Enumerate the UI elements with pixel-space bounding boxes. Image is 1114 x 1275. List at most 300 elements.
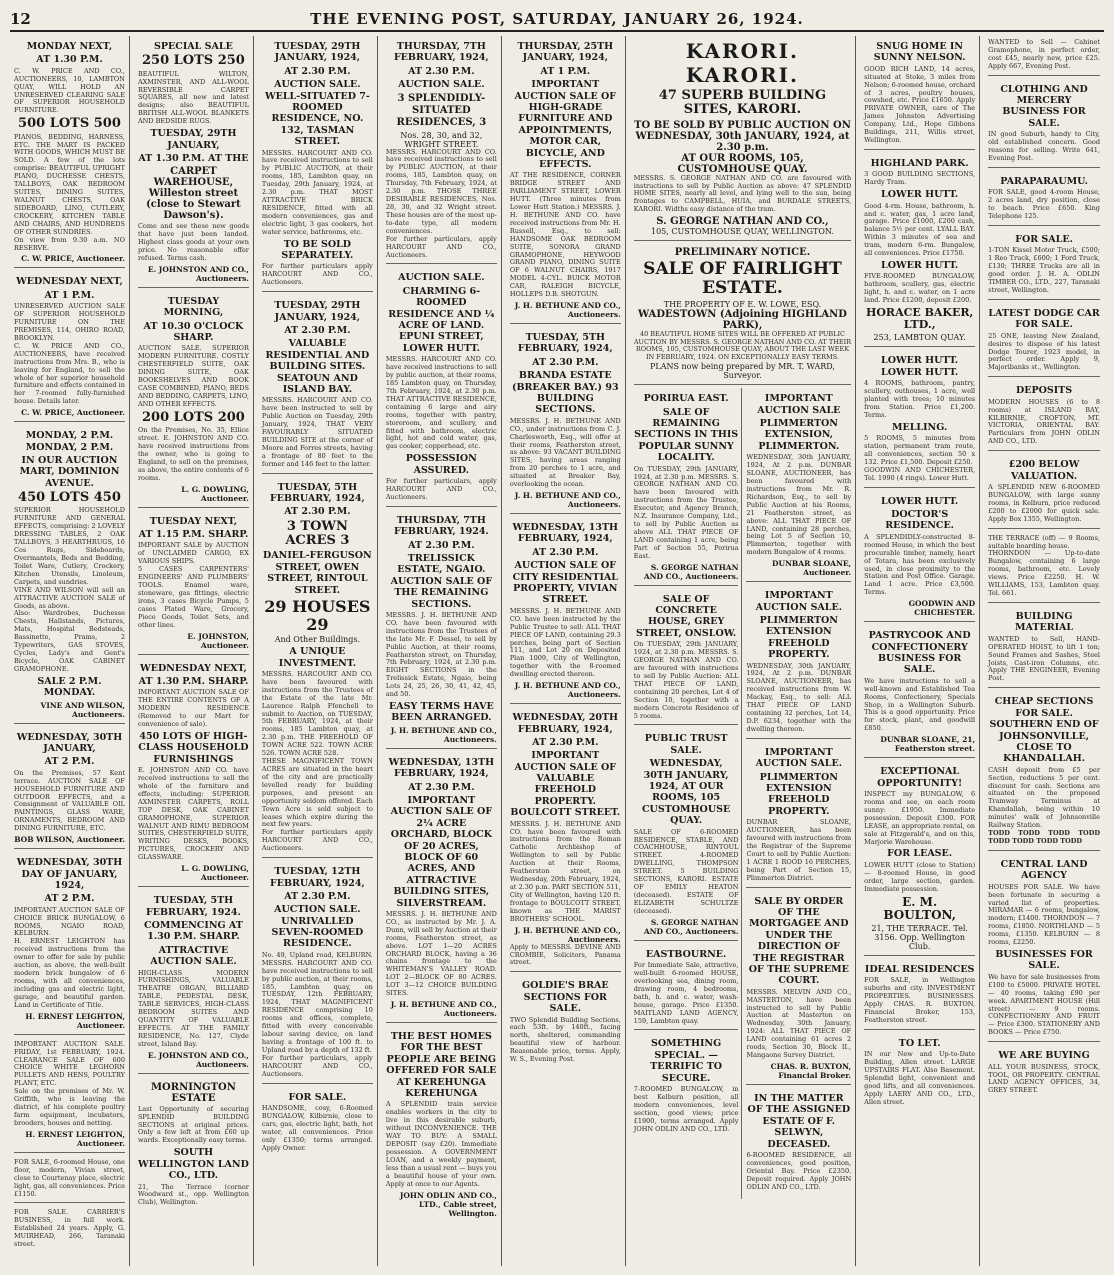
auctioneer: C. W. PRICE, Auctioneer.: [21, 254, 125, 264]
ad-time: AT 2.30 P.M.: [408, 539, 475, 551]
ad-contact: For further particulars apply HARCOURT AND CO., Auctioneers.: [261, 262, 373, 287]
ad-body: SUPERIOR HOUSEHOLD FURNITURE AND GENERAL EFFECTS, comprising: 2 LOVELY DRESSING TABLES, 2 OAK TALLBOYS, 3 HEARTHRUGS, 16 Cos Rugs, Sideboards, Overmantels, Beds and Bedding, Toilet Ware, Cutlery, Crockery, Kitchen Utensils, Linoleum, Carpets, and sundries.: [14, 506, 125, 586]
ad-body: No. 49, Upland road, KELBURN. MESSRS. HARCOURT AND CO. have received instructions to sell by public auction, at their rooms, 185, Lambton quay, on TUESDAY, 12th FEBRUARY, 1924, THAT MAGNIFICENT RESIDENCE comprising 10 rooms and offices, complete, fitted with every conceivable labour saving device, on land having a frontage of 100 ft. to Upland road by a depth of 132 ft.: [261, 950, 373, 1054]
ad-eastbourne: [634, 944, 739, 1031]
ad-body: AT THE RESIDENCE, CORNER BRIDGE STREET AND PARLIAMENT STREET, LOWER HUTT. (Three minutes from Lower Hutt Station.) MESSRS. J. H. BETHUNE AND CO. have received instructions from Mr. H. Russell, Esq., to sell: HANDSOME OAK BEDROOM SUITE, SONORA GRAND GRAMOPHONE, HEYWOOD GRAND PIANO, DINING SUITE OF 6 WALNUT CHAIRS, 1917 MODEL 4-CYL. BUICK MOTOR CAR, RALEIGH BICYCLE, HOLLEPS D.B. SHOTGUN.: [509, 171, 621, 299]
ad-date: MONDAY, 2 P.M. MONDAY, 2 P.M.: [25, 430, 114, 453]
auctioneer: E. JOHNSTON AND CO., Auctioneers.: [147, 264, 249, 283]
ad-kelburn-bungalow: [634, 1033, 739, 1137]
ad-body: SALE OF 6-ROOMED RESIDENCE, STABLE, AND COACHHOUSE, RINTOUL STREET. 4-ROOMED DWELLING, THOMPSON STREET. 5 BUILDING SECTIONS, KARORI. ESTATE OF EMILY HEATON (deceased). ESTATE OF ELIZABETH SCHULTZE (deceased).: [633, 827, 739, 915]
ad-ohiro-road: [14, 271, 125, 422]
ad-title: BRANDA ESTATE (BREAKER BAY.) 93 BUILDING SECTIONS.: [512, 370, 619, 416]
masthead-title: THE EVENING POST, SATURDAY, JANUARY 26, 1924.: [310, 10, 804, 28]
ad-body: Good 4-rm. House, bathroom, h. and c. water, gas, 1 acre land, garage. Price £1000, £200 cash, balance 5½ per cent. LYALL BAY. Within 3 minutes of sea and tram, modern 6-rm. Bungalow, all conveniences. Price £1750.: [864, 201, 976, 258]
auctioneer: J. H. BETHUNE AND CO., Auctioneers.: [390, 1000, 497, 1019]
ad-heading: IMPORTANT AUCTION SALE.: [755, 746, 843, 770]
ad-contact: GOODWIN AND CHICHESTER.: [908, 599, 976, 618]
ad-body: 7-ROOMED BUNGALOW, in best Kelburn position, all modern conveniences, level section, good views; price £1900, terms arranged. Apply JOHN ODLIN AND CO., LTD.: [633, 1085, 739, 1133]
auctioneer: S. GEORGE NATHAN AND CO., Auctioneers.: [643, 562, 739, 581]
ad-lower-hutt-furniture: [510, 36, 621, 324]
ad-building-material: [988, 606, 1100, 688]
ad-silverstream: [386, 752, 497, 1023]
ad-contact: For further particulars, apply HARCOURT AND CO., Auctioneers.: [385, 234, 497, 259]
ad-modern-residence: [138, 658, 249, 888]
ad-assigned-estate: [746, 1088, 851, 1196]
ad-title: AUCTION SALE.: [398, 79, 485, 91]
ad-body: FOR SALE, in Wellington suburbs and city. INVESTMENT PROPERTIES. BUSINESSES. Apply CHAS. R. BUXTON, Financial Broker, 153, Featherston street.: [864, 976, 976, 1024]
ad-vivian-street: [510, 517, 621, 704]
ad-contact: For further particulars apply HARCOURT AND CO., Auctioneers.: [261, 828, 373, 853]
ad-body: FOR SALE, good 4-room House, 2 acres land, dry position, close to beach. Price £650. King Telephone 125.: [988, 188, 1100, 221]
ad-body: Come and see these new goods that have just been landed. Highest class goods at your own price. No reasonable offer refused. Terms cash.: [137, 222, 249, 262]
ad-title: C. W. PRICE AND CO., AUCTIONEERS, 10, LAMBTON QUAY, WILL HOLD AN UNRESERVED CLEARING SALE OF SUPERIOR HOUSEHOLD FURNITURE.: [14, 66, 125, 115]
ad-body: MODERN HOUSES (6 to 8 rooms) at ISLAND BAY, KILBIRNIE, CROFTON, MT. VICTORIA, ORIENTAL BAY. Particulars from JOHN ODLIN AND CO., LTD.: [988, 397, 1100, 446]
ad-body: MESSRS. J. H. BETHUNE AND CO., under instructions from C. J. Charlesworth, Esq., will offer at their rooms, Featherston street, as above: 93 VACANT BUILDING SITES, having areas ranging from 20 perches to 1 acre, and situated at Breaker Bay, overlooking the ocean.: [509, 416, 621, 489]
ad-time: AT 1 P.M.: [44, 289, 95, 301]
column-6-split: [634, 388, 851, 1198]
ad-heading: CENTRAL LAND AGENCY: [1000, 858, 1088, 882]
ad-body: For Immediate Sale, attractive, well-built 6-roomed HOUSE, overlooking sea, dining room, drawing room, 4 bedrooms, bath, h. and c. water, wash-house, garage. Price £1350. MAITLAND LAND AGENCY, 159, Lambton quay.: [633, 961, 739, 1025]
auctioneer: E. JOHNSTON AND CO., Auctioneers.: [147, 1050, 249, 1069]
ad-porirua-east: [634, 388, 739, 585]
ad-title: AUCTION SALE. SUPERIOR MODERN FURNITURE. COSTLY CHESTERFIELD SUITE, OAK DINING SUITE, OAK BOOKSHELVES AND BOOK CASE COMBINED, PIANO, BEDS AND BEDDING, CARPETS, LINO, AND OTHER EFFECTS.: [137, 344, 249, 408]
ad-body: MESSRS. HARCOURT AND CO. have been favoured with instructions from the Trustees of the Estate of the late Mr. Laurence Ralph Ffenchell to submit to Auction, on TUESDAY, 5th FEBRUARY, 1924, at their rooms, 185 Lambton quay, at 2.30 p.m. THE FREEHOLD OF TOWN ACRE 522. TOWN ACRE 526. TOWN ACRE 528.: [261, 669, 373, 758]
ad-body: On the Premises, 57 Kent terrace. AUCTION SALE OF HOUSEHOLD FURNITURE AND OUTDOOR EFFECTS, and a Consignment of VALUABLE OIL PAINTINGS, GLASS WARE, ORNAMENTS, BEDROOM AND DINING FURNITURE, ETC.: [14, 768, 125, 833]
ad-plimmerton-2: [746, 585, 851, 739]
ad-time: AT 2.30 P.M.: [408, 781, 475, 793]
ad-deposits: [988, 380, 1100, 451]
ad-date: TUESDAY, 5TH FEBRUARY, 1924.: [146, 895, 241, 918]
ad-body: HOUSES FOR SALE. We have been fortunate in securing a varied list of properties. MIRAMAR — 6 rooms, bungalow, modern; £1400. THORNDON — 7 rooms, £1850. NORTHLAND — 5 rooms, £1350. KELBURN — 8 rooms, £2250.: [988, 882, 1100, 947]
ad-motor-trucks: [988, 229, 1100, 300]
column-1: [10, 36, 130, 1266]
ad-streets: DANIEL-FERGUSON STREET, OWEN STREET, RINTOUL STREET.: [263, 550, 372, 596]
ad-body: HANDSOME, cosy, 6-Roomed BUNGALOW, Kilbirnie, close to cars, gas, electric light, bath, hot water, all conveniences. Price only £1350; terms arranged. Apply Owner.: [261, 1104, 373, 1152]
auctioneer: DUNBAR SLOANE, Auctioneer.: [772, 559, 852, 578]
ad-heading: CHEAP SECTIONS FOR SALE. SOUTHERN END OF JOHNSONVILLE, CLOSE TO KHANDALLAH.: [989, 696, 1099, 765]
ad-island-bay-residence: [138, 890, 249, 1074]
ad-title: IMPORTANT AUCTION SALE OF CHOICE BRICK BUNGALOW, 6 ROOMS, NGAIO ROAD, KELBURN.: [14, 905, 125, 938]
ad-terrace-rooms: [988, 532, 1100, 603]
ad-heading: PORIRUA EAST.: [643, 393, 729, 405]
ad-body: GOOD RICH LAND, 14 acres, situated at Stoke, 3 miles from Nelson; 6-roomed house, orchard of 3 acres, poultry houses, cowshed, etc. Price £1650. Apply PRIVATE OWNER, care of The James Johnston Advertising Company, Ltd., Hope Gibbons Buildings, 211, Willis street, Wellington.: [864, 64, 976, 145]
ad-time: AT 2.30 P.M.: [284, 890, 351, 902]
auctioneer: J. H. BETHUNE AND CO., Auctioneers.: [514, 491, 621, 510]
column-6: [630, 36, 856, 1266]
ad-mortgagee-sale: [746, 891, 851, 1085]
ad-title: IMPORTANT AUCTION SALE. FRIDAY, 1st FEBRUARY, 1924. CLEARANCE SALE OF 600 CHOICE WHITE LEGHORN PULLETS AND HENS, POULTRY PLANT, ETC.: [14, 1039, 125, 1088]
ad-firm: SOUTH WELLINGTON LAND CO., LTD.: [138, 1147, 249, 1182]
ad-body: 40 BEAUTIFUL HOME SITES WILL BE OFFERED AT PUBLIC AUCTION BY MESSRS. S. GEORGE NATHAN AND CO. AT THEIR ROOMS, 105, CUSTOMHOUSE QUAY, ABOUT THE LAST WEEK IN FEBRUARY, 1924. ON EXCEPTIONALLY EASY TERMS.: [633, 329, 852, 362]
ad-contact: DUNBAR SLOANE, 21, Featherston street.: [880, 735, 976, 754]
ad-date: THURSDAY, 7TH FEBRUARY, 1924.: [393, 514, 489, 538]
ad-heading: PUBLIC TRUST SALE.: [644, 733, 728, 756]
ad-date: THURSDAY, 25TH JANUARY, 1924,: [517, 41, 614, 64]
ad-body-more: THESE MAGNIFICENT TOWN ACRES are situated in the heart of the city and are practically levelled ready for building purposes, and present an opportunity seldom offered. Each Town Acre is sold subject to leases which expire during the next few years.: [261, 757, 373, 829]
ad-grey-street: [634, 589, 739, 726]
ad-time: AT 2 P.M.: [44, 756, 95, 768]
ad-date: WEDNESDAY, 30TH DAY OF JANUARY, 1924,: [16, 857, 123, 891]
house-count: 29 HOUSES 29: [264, 596, 371, 634]
acre-count: 3 TOWN ACRES 3: [285, 518, 350, 549]
ad-heading: WE ARE BUYING: [998, 1050, 1090, 1062]
ad-body: On the Premises, No. 35, Ellice street. E. JOHNSTON AND CO. have received instructions from the owner, who is going to England, to sell on the premises, as above, the entire contents of 6 rooms.: [137, 426, 249, 482]
ad-body: THORNDON — Up-to-date Bungalow, containing 6 large rooms, bathroom, etc. Lovely views. Price £2250. H. W. WILLIAMS, 153, Lambton quay. Tel. 661.: [988, 549, 1100, 598]
column-8: [984, 36, 1104, 1266]
ad-title: CARPET WAREHOUSE, Willeston street (close to Stewart Dawson's).: [146, 166, 241, 222]
ad-time: AT 1 P.M.: [540, 65, 591, 77]
ad-heading: BUSINESSES FOR SALE.: [995, 949, 1093, 972]
auctioneer: J. H. BETHUNE AND CO., Auctioneers.: [514, 301, 621, 320]
ad-kilbirnie-bungalow: [262, 1087, 373, 1157]
ad-title: AUCTION SALE OF CITY RESIDENTIAL PROPERTY, VIVIAN STREET.: [512, 560, 618, 606]
ad-carrier: [14, 1206, 125, 1253]
auctioneer: S. GEORGE NATHAN AND CO., Auctioneers.: [643, 917, 739, 936]
ad-body: 25 ONE, leaving New Zealand, desires to dispose of his latest Dodge Tourer, 1923 model, in perfect order. Apply 9, Majoribanks st., Wellington.: [988, 331, 1100, 372]
ad-karori-sites: [634, 36, 851, 241]
ad-ngaio-bungalow: [14, 852, 125, 1035]
ad-sale-time: SALE 2 P.M. MONDAY.: [37, 675, 102, 699]
ad-goldies-brae: [510, 975, 621, 1068]
ad-body: IN good Suburb, handy to City, old established concern. Good reasons for selling. Write 641, Evening Post.: [988, 130, 1100, 163]
ad-note: POSSESSION ASSURED.: [405, 453, 477, 476]
ad-body: IN our New and Up-to-Date Building, Allen street. LARGE UPSTAIRS FLAT. Also Basement. Splendid light, convenient and good lifts, and all conveniences. Apply LAERY AND CO., LTD., Allen street.: [864, 1050, 976, 1106]
ad-trelissick-estate: [386, 510, 497, 749]
ad-public-trust: [634, 728, 739, 940]
ad-body: BEAUTIFUL WILTON, AXMINSTER, AND ALL-WOOL REVERSIBLE CARPET SQUARES, all new and latest designs; also BEAUTIFUL BRITISH ALL-WOOL BLANKETS AND BEDSIDE RUGS.: [137, 69, 249, 126]
ad-time: AT 2.30 P.M.: [284, 324, 351, 336]
ad-firm: HORACE BAKER, LTD.,: [865, 306, 974, 332]
ad-heading: AUCTION SALE.: [398, 272, 485, 284]
ad-ellice-street: [138, 291, 249, 508]
ad-body: LOWER HUTT (close to Station) — 8-roomed House, in good order, large section, garden. Immediate possession.: [864, 860, 976, 893]
auctioneer: J. H. BETHUNE AND CO., Auctioneers.: [514, 681, 621, 700]
ad-time: AT 1.30 P.M. AT THE: [138, 152, 249, 164]
ad-highland-park: [864, 153, 975, 347]
ad-date: TO BE SOLD BY PUBLIC AUCTION ON WEDNESDAY, 30th JANUARY, 1924, at 2.30 p.m.: [634, 119, 851, 153]
auctioneer: H. ERNEST LEIGHTON, Auctioneer.: [25, 1129, 125, 1148]
ad-below-valuation: [988, 454, 1100, 528]
ad-date: WEDNESDAY, 20TH FEBRUARY, 1924,: [512, 712, 619, 735]
ad-body: 3 GOOD BUILDING SECTIONS, Hardy Tram.: [864, 170, 976, 187]
ad-title: SALE OF FAIRLIGHT ESTATE.: [643, 259, 842, 298]
ad-date: MONDAY NEXT,: [26, 41, 113, 52]
ad-kerehunga: [386, 1026, 497, 1221]
ad-time: AT 1.30 P.M.: [36, 54, 103, 66]
ad-heading: SOMETHING SPECIAL. — TERRIFIC TO SECURE.: [650, 1038, 723, 1084]
auctioneer: E. JOHNSTON, Auctioneer.: [187, 631, 249, 650]
ad-epuni-street: [386, 267, 497, 506]
auctioneer: S. GEORGE NATHAN AND CO.,: [656, 216, 829, 228]
ad-body: MESSRS. HARCOURT AND CO. have received instructions to sell by PUBLIC AUCTION, at their rooms, 185, Lambton quay, on Thursday, 7th February, 1924, at 2.30 p.m. THOSE THREE DESIRABLE RESIDENCES, Nos. 28, 30, and 32 Wright street. These houses are of the most up-to-date type, all modern conveniences.: [385, 147, 497, 235]
ad-time: AT 2 P.M.: [44, 893, 95, 905]
ad-banner: KARORI. KARORI.: [685, 39, 799, 87]
ad-title: CHARMING 6-ROOMED RESIDENCE AND ¼ ACRE OF LAND. EPUNI STREET, LOWER HUTT.: [388, 285, 495, 354]
ad-pastrycook: [864, 625, 975, 758]
ad-date: TUESDAY, 29TH JANUARY, 1924,: [274, 41, 361, 64]
ad-lower-hutt-goodwin: [864, 350, 975, 487]
ad-gramophone: [988, 36, 1100, 76]
ad-firm: E. M. BOULTON,: [883, 894, 956, 922]
ad-body: PIANOS, BEDDING, HARNESS, ETC. THE MART IS PACKED WITH GOODS, WHICH MUST BE SOLD. A few of the lots comprise: BEAUTIFUL UPRIGHT PIANO, DUCHESSE CHESTS, TALLBOYS, OAK BEDROOM SUITES, DINING SUITES, WALNUT CHESTS, OAK SIDEBOARD, LINO, CUTLERY, CROCKERY, KITCHEN TABLE AND CHAIRS, AND HUNDREDS OF OTHER SUNDRIES.: [14, 132, 125, 236]
ad-nelson-home: [864, 36, 975, 150]
ad-heading: FOR LEASE.: [887, 848, 953, 860]
column-5: [506, 36, 626, 1266]
ad-address: Nos. 28, 30, and 32, WRIGHT STREET.: [400, 130, 483, 149]
ad-location: WADESTOWN (Adjoining HIGHLAND PARK),: [637, 308, 847, 331]
ad-heading: IMPORTANT AUCTION SALE.: [755, 590, 843, 613]
ad-time: AT 2.30 P.M.: [284, 65, 351, 77]
ad-unclaimed-cargo: [138, 511, 249, 655]
ad-time: AT 10.30 O'CLOCK SHARP.: [143, 320, 244, 344]
ad-heading: HIGHLAND PARK.: [870, 158, 969, 169]
ad-to-let: [864, 1033, 975, 1111]
column-6b: [746, 388, 851, 1198]
ad-place: AT OUR ROOMS, 105, CUSTOMHOUSE QUAY.: [677, 152, 808, 175]
ad-time: AT 2.30 P.M.: [532, 736, 599, 748]
ad-central-land-agency: [988, 854, 1100, 1042]
ad-title: ATTRACTIVE AUCTION SALE.: [150, 944, 237, 968]
ad-body: MESSRS. HARCOURT AND CO. have received instructions to sell by PUBLIC AUCTION, at their rooms, 185, Lambton quay, on Tuesday, 29th January, 1924, at 2.30 p.m. THAT MOST ATTRACTIVE BRICK RESIDENCE, fitted with all modern conveniences, gas and electric light, 3 gas cookers, hot water service, bathrooms, etc.: [261, 148, 373, 236]
ad-branda-estate: [510, 327, 621, 514]
ad-title: IMPORTANT AUCTION SALE OF THE ENTIRE CONTENTS OF A MODERN RESIDENCE (Removed to our Mart for convenience of sale).: [137, 688, 249, 728]
ad-contact: JOHN ODLIN AND CO., LTD., Cable street, Wellington.: [399, 1190, 497, 1218]
ad-title: AUCTION SALE. WELL-SITUATED 7-ROOMED RESIDENCE, NO. 132, TASMAN STREET.: [264, 79, 370, 148]
column-7: [860, 36, 980, 1266]
ad-body: MESSRS. HARCOURT AND CO. have received instructions to sell by public auction, at their rooms, 185 Lambton quay, on Thursday, 7th February, 1924, at 2.30 p.m. THAT ATTRACTIVE RESIDENCE, containing 6 large and airy rooms, together with pantry, storeroom, and scullery, and fitted with bathroom, electric light, hot and cold water, gas, gas cooker, copperhead, etc.: [385, 355, 497, 451]
ad-body: H. ERNEST LEIGHTON has received instructions from the owner to offer for sale by public auction, as above, the well-built modern brick bungalow of 6 rooms, with all conveniences, including gas and electric light, garage, and beautiful garden. Land in Certificate of Title.: [14, 937, 125, 1009]
column-4: [382, 36, 502, 1266]
ad-time: AT 2.30 P.M.: [284, 506, 351, 518]
ad-ideal-residences: [864, 959, 975, 1030]
ad-body: MESSRS. S. GEORGE NATHAN AND CO. are favoured with instructions to sell by Public Auction as above: 47 SPLENDID HOME SITES, nearly all level, and lying well to the sun, being frontages to CAMPBELL, HUIA, and BURDALE STREETS, KARORI. Widths easy distance of the tram.: [633, 173, 852, 214]
ad-title: VALUABLE RESIDENTIAL AND BUILDING SITES. SEATOUN AND ISLAND BAY.: [265, 338, 370, 395]
ad-date: TUESDAY, 29TH JANUARY,: [150, 128, 237, 151]
auctioneer: BOB WILSON, Auctioneer.: [14, 835, 125, 845]
masthead: [10, 8, 1104, 32]
ad-heading: FOR SALE.: [288, 1091, 347, 1103]
ad-body: ALL YOUR BUSINESS, STOCK, TOOL, OR PROPERTY. CENTRAL LAND AGENCY OFFICES, 34, GREY STREET.: [988, 1062, 1100, 1095]
ad-heading: PRELIMINARY NOTICE.: [674, 247, 811, 259]
ad-time: AT 1.30 P.M. SHARP.: [138, 675, 249, 687]
ad-dodge-car: [988, 303, 1100, 377]
ad-time: AT 2.30 P.M.: [408, 65, 475, 77]
ad-contact: GOODWIN AND CHICHESTER, Tel. 1990 (4 rings). Lower Hutt.: [864, 465, 976, 482]
ad-heading: PARAPARAUMU.: [1000, 175, 1088, 187]
ad-address: 21, The Terrace (corner Woodward st., opp. Wellington Club), Wellington.: [137, 1182, 249, 1207]
ad-heading: IMPORTANT AUCTION SALE: [757, 393, 841, 416]
ad-time: COMMENCING AT 1.30 P.M. SHARP.: [144, 919, 243, 943]
auctioneer: J. H. BETHUNE AND CO., Auctioneers.: [514, 925, 621, 944]
ad-body: MESSRS. J. H. BETHUNE AND CO., as instructed by Mr. J. A. Dunn, will sell by Auction at their rooms, Featherston street, as above. LOT 1—20 ACRES ORCHARD BLOCK, having a 36 chains frontage to the WHITEMAN'S VALLEY ROAD. LOT 2—BLOCK OF 80 ACRES. LOT 3—12 CHOICE BUILDING SITES.: [385, 909, 497, 998]
lot-count: 450 LOTS 450: [18, 490, 121, 506]
ad-body: Last Opportunity of securing SPLENDID BUILDING SECTIONS at original prices. Only a few left at from £60 up wards. Exceptionally easy terms.: [137, 1104, 249, 1145]
ad-body: WANTED to Sell, HAND-OPERATED HOIST, to lift 1 ton; Sound Frames and Sashes, Steel Joists, Cast-iron Columns, etc. Apply THE ENGINEER, Evening Post.: [988, 634, 1100, 683]
ad-title: AUCTION SALE. UNRIVALLED SEVEN-ROOMED RESIDENCE.: [271, 904, 364, 950]
ad-body: On TUESDAY, 29th JANUARY, 1924, at 2.30 p.m. MESSRS. S. GEORGE NATHAN AND CO. are favoured with instructions to sell by Public Auction: ALL THAT PIECE OF LAND, containing 20 perches, Lot 4 of Section 10, together with a modern Concrete Residence of 5 rooms.: [633, 640, 739, 720]
ad-heading: IN THE MATTER OF THE ASSIGNED ESTATE OF F. SELWYN, DECEASED.: [747, 1092, 851, 1150]
lot-count: 250 LOTS 250: [142, 53, 245, 69]
auctioneer: L. G. DOWLING, Auctioneer.: [181, 864, 249, 883]
ad-heading: EASTBOURNE.: [645, 948, 727, 960]
lot-count: 500 LOTS 500: [18, 116, 121, 132]
auctioneer: J. H. BETHUNE AND CO., Auctioneers.: [390, 725, 497, 744]
ad-body: FOR SALE, 6-roomed House, one floor, modern, Vivian street, close to Courtenay place, electric light, gas, all conveniences. Price £1150.: [14, 1157, 125, 1198]
ad-body: FIVE-ROOMED BUNGALOW, bathroom, scullery, gas, electric light, h. and c. water, on 1 acre land. Price £1200, deposit £200.: [864, 272, 976, 305]
page-number: 12: [10, 10, 31, 28]
lot-count: 200 LOTS 200: [142, 409, 245, 425]
auctioneer: C. W. PRICE, Auctioneer.: [21, 408, 125, 418]
ad-body: 5 CASES CARPENTERS' ENGINEERS' AND PLUMBERS' TOOLS. Enamel ware, stoneware, gas fittings, electric irons, 3 cases Bicycle Pumps, 5 cases Plated Ware, Grocery, Piece Goods, Toilet Sets, and other lines.: [137, 565, 249, 629]
ad-body: A SPLENDID train service enables workers in the city to live in this desirable suburb, without INCONVENIENCE. THE WAY TO BUY: A SMALL DEPOSIT (say £20). Immediate possession. A GOVERNMENT LOAN, and a weekly payment, less than a usual rent — buys you a beautiful house of your own. Apply at once to our Agents.: [385, 1100, 497, 1188]
ad-heading: TO LET.: [898, 1037, 941, 1049]
ad-body: INSPECT my BUNGALOW, 6 rooms and see, on each room sunny: £1950. Immediate possession. Deposit £300. FOR LEASE, an appropriate rental, on sale at Fitzgerald's, and on this, Marjorie Warehouse.: [864, 790, 976, 846]
ad-fairlight-estate: [634, 244, 851, 385]
ad-date: WEDNESDAY, 13TH FEBRUARY, 1924,: [388, 756, 495, 780]
ad-title: PLIMMERTON EXTENSION FREEHOLD PROPERTY.: [759, 771, 838, 817]
ad-body: Sale on the premises of Mr. W. Griffith, who is leaving the district, of his complete poultry farm equipment, incubators, brooders, houses and netting.: [14, 1087, 125, 1127]
ad-date: WEDNESDAY NEXT,: [140, 662, 247, 674]
auctioneer: VINE AND WILSON, Auctioneers.: [40, 700, 125, 719]
ad-todd-list: TODD TODD TODD TODD TODD TODD TODD TODD: [988, 829, 1100, 845]
auctioneer: H. ERNEST LEIGHTON, Auctioneer.: [25, 1011, 125, 1030]
ad-heading: GOLDIE'S BRAE SECTIONS FOR SALE.: [521, 980, 609, 1015]
ad-kent-terrace: [14, 727, 125, 850]
ad-heading: SNUG HOME IN SUNNY NELSON.: [873, 41, 966, 64]
ad-tasman-street: [262, 36, 373, 292]
ad-body: 6-ROOMED RESIDENCE, all conveniences, good position, Oriental Bay. Price £2350. Deposit required. Apply JOHN ODLIN AND CO., LTD.: [746, 1150, 852, 1191]
ad-body: MESSRS. J. H. BETHUNE AND CO. have been favoured with instructions from the Roman Catholic Archbishop of Wellington to sell by Public Auction at their Rooms, Featherston street, on Wednesday, 20th February, 1924, at 2.30 p.m. PART SECTION 511, City of Wellington, having 120 ft. frontage to BOULCOTT STREET, known as THE MARIST BROTHERS' SCHOOL.: [509, 819, 621, 923]
ad-clothing-business: [988, 79, 1100, 168]
ad-title: 47 SUPERB BUILDING SITES, KARORI.: [658, 88, 827, 118]
ad-seatoun-sites: [262, 295, 373, 473]
ad-body: TWO Splendid Building Sections, each 53ft. by 140ft., facing north, sheltered, commanding beautiful view of harbour. Reasonable price, terms. Apply, W. S., Evening Post.: [509, 1015, 621, 1064]
ad-body: A SPLENDID NEW 6-ROOMED BUNGALOW, with large sunny rooms, in Kelburn, price reduced £200 to £2000 for quick sale. Apply Box 1355, Wellington.: [988, 483, 1100, 523]
ad-paraparaumu: [988, 171, 1100, 226]
ad-firm-address: 253, LAMBTON QUAY.: [873, 333, 966, 343]
ad-body: WEDNESDAY, 30th JANUARY, 1924, At 2 p.m. DUNBAR SLOANE, AUCTIONEER, has been favoured with instructions from Mr. R. Richardson, Esq., to sell by Public Auction at his Rooms, 21 Featherston street, as above: ALL THAT PIECE OF LAND, containing 28 perches, being Lot 5 of Section 10, Plimmerton, together with modern Bungalow of 4 rooms.: [746, 453, 852, 557]
ad-wright-street: [386, 36, 497, 264]
column-6a: [634, 388, 743, 1198]
ad-body: MESSRS. J. H. BETHUNE AND CO. have been instructed by the Public Trustee to sell: ALL THAT PIECE OF LAND, containing 29.3 perches, being part of Section 111, and Lot 20 on Deposited Plan 1009, City of Wellington, together with the 8-roomed dwelling erected thereon.: [509, 606, 621, 679]
ad-body: WANTED to Sell — Cabinet Gramophone, in perfect order, cost £45, nearly new, price £25. Apply 667, Evening Post.: [988, 38, 1100, 70]
ad-body: 5 ROOMS, 5 minutes from station, permanent tram route, all conveniences, section 50 x 132. Price £1,500. Deposit £250.: [864, 434, 976, 466]
auctioneer-address: 105, CUSTOMHOUSE QUAY, WELLINGTON.: [651, 227, 834, 237]
lot-count: 450 LOTS OF HIGH-CLASS HOUSEHOLD FURNISHINGS: [138, 730, 249, 765]
ad-dominion-mart: [14, 425, 125, 723]
ad-date: TUESDAY, 5TH FEBRUARY, 1924,: [517, 332, 613, 355]
ad-title: IMPORTANT AUCTION SALE OF HIGH-GRADE FURNITURE AND APPOINTMENTS, MOTOR CAR, BICYCLE, AND EFFECTS.: [514, 79, 617, 170]
column-2: [134, 36, 254, 1266]
ad-owner: THE PROPERTY OF E. W. LOWE, ESQ.: [663, 299, 822, 309]
ad-title: DOCTOR'S RESIDENCE.: [885, 509, 954, 532]
ad-heading: EXCEPTIONAL OPPORTUNITY!: [877, 766, 963, 789]
ad-residences: 3 SPLENDIDLY-SITUATED RESIDENCES, 3: [396, 92, 487, 128]
ad-body: We have for sale businesses from £100 to £5000. PRIVATE HOTEL — 40 rooms, taking £90 per week. APARTMENT HOUSE (Hill street) — 9 rooms. CONFECTIONERY AND FRUIT — Price £300. STATIONERY AND BOOKS — Price £750.: [988, 972, 1100, 1037]
ad-time: AT 2.30 P.M.: [532, 546, 599, 558]
ad-poultry: [14, 1038, 125, 1153]
ad-body: Also: Wardrobes, Duchesse Chests, Hallstands, Pictures, Mats, Hospital Bedsteads, Bassinette, Prams, 2 Typewriters, GAS STOVES, Cycles, Lady's and Gent's Bicycle, OAK CABINET GRAMOPHONE.: [14, 609, 125, 673]
ad-mornington: [138, 1077, 249, 1212]
ad-boulton: [864, 761, 975, 956]
ad-heading: LATEST DODGE CAR FOR SALE.: [988, 307, 1100, 331]
ad-we-are-buying: [988, 1045, 1100, 1099]
ad-body: We have instructions to sell a well-known and Established Tea Rooms, Confectionery, Specials Shop, in a Wellington Suburb. This is a good opportunity. Price for stock, plant, and goodwill £850.: [864, 676, 976, 733]
ad-note: TO BE SOLD SEPARATELY.: [281, 238, 354, 262]
ad-view: On view from 9.30 a.m. NO RESERVE.: [14, 235, 125, 252]
ad-heading: SPECIAL SALE: [154, 41, 233, 52]
ad-title: A UNIQUE INVESTMENT.: [278, 646, 357, 669]
ad-body: MESSRS. J. H. BETHUNE AND CO. have been favoured with instructions from the Trustees of the late Mr. F. Dessel, to sell by Public Auction, at their rooms, Featherston street, on Thursday, 7th February, 1924, at 2.30 p.m. EIGHT SECTIONS in the Trelissick Estate, Ngaio, being Lots 24, 25, 26, 30, 41, 42, 45, and 50.: [385, 610, 497, 699]
ad-heading: PASTRYCOOK AND CONFECTIONERY BUSINESS FOR SALE.: [868, 630, 971, 676]
ad-place: IN OUR AUCTION MART, DOMINION AVENUE.: [19, 454, 120, 489]
ad-firm-address: 21, THE TERRACE. Tel. 3156. Opp. Wellington Club.: [871, 923, 968, 951]
ad-date: TUESDAY, 5TH FEBRUARY, 1924,: [269, 481, 365, 505]
ad-heading: MORNINGTON ESTATE: [150, 1081, 236, 1104]
ad-heading: LOWER HUTT.: [881, 260, 959, 272]
ad-heading: DEPOSITS: [1015, 385, 1073, 397]
ad-date: WEDNESDAY, 30TH JANUARY, 1924, AT OUR ROOMS, 105 CUSTOMHOUSE QUAY.: [642, 758, 731, 827]
ad-date: WEDNESDAY NEXT,: [16, 276, 123, 288]
ad-contact: For further particulars, apply HARCOURT AND CO., Auctioneers.: [385, 477, 497, 501]
auctioneer: CHAS. R. BUXTON, Financial Broker.: [770, 1061, 852, 1080]
ad-heading: £200 BELOW VALUATION.: [1008, 459, 1080, 482]
ad-body: FOR SALE. CARRIER'S BUSINESS, in full work. Established 24 years. Apply, G. MUIRHEAD, 266, Taranaki street.: [14, 1208, 125, 1249]
ad-title: UNRESERVED AUCTION SALE OF SUPERIOR HOUSEHOLD FURNITURE ON THE PREMISES, 114, OHIRO ROAD, BROOKLYN.: [14, 302, 125, 342]
ad-body: C. W. PRICE AND CO., AUCTIONEERS, have received instructions from Mrs. B., who is leaving for England, to sell the whole of her superior household furniture and effects contained in her 7-roomed fully-furnished house. Details later.: [14, 341, 125, 406]
ad-contact: For further particulars, apply HARCOURT AND CO., Auctioneers.: [261, 1053, 373, 1078]
ad-upland-road: [262, 861, 373, 1083]
ad-body: WEDNESDAY, 30th JANUARY, 1924, At 2 p.m. DUNBAR SLOANE, AUCTIONEER, has received instructions from W. Mackay, Esq., to sell: ALL THAT PIECE OF LAND containing 32 perches, Lot 14, D.P. 6234, together with the dwelling thereon.: [746, 661, 852, 733]
ad-heading: MELLING.: [891, 421, 948, 433]
auctioneer: L. G. DOWLING, Auctioneer.: [181, 484, 249, 503]
ad-johnsonville-sections: [988, 691, 1100, 851]
ad-town-acres: [262, 477, 373, 859]
ad-date: TUESDAY, 12TH FEBRUARY, 1924,: [269, 866, 365, 889]
ad-heading: IDEAL RESIDENCES: [864, 963, 975, 975]
column-3: [258, 36, 378, 1266]
ad-heading: FOR SALE.: [1015, 234, 1073, 246]
ad-title: VINE AND WILSON will sell an ATTRACTIVE AUCTION SALE of Goods, as above.: [14, 585, 125, 610]
ad-title: IMPORTANT AUCTION SALE OF 2¼ ACRE ORCHARD, BLOCK OF 20 ACRES, BLOCK OF 60 ACRES, AND ATTRACTIVE BUILDING SITES, SILVERSTREAM.: [390, 795, 493, 909]
ad-title: SALE OF REMAINING SECTIONS IN THIS POPULAR SUNNY LOCALITY.: [634, 406, 739, 464]
ad-body: On TUESDAY, 29th JANUARY, 1924, at 2.30 p.m. MESSRS. S. GEORGE NATHAN AND CO. have been favoured with instructions from the Trustee, Executor, and Agency Branch, N.Z. Insurance Company, Ltd., to sell by Public Auction as above ALL THAT PIECE OF LAND containing 1 acre, being Part of Section 55, Porirua East.: [633, 464, 739, 560]
ad-subtitle: And Other Buildings.: [274, 635, 361, 645]
ad-body: DUNBAR SLOANE, AUCTIONEER, has been favoured with instructions from the Registrar of the Supreme Court to sell by Public Auction: 1 ACRE 1 ROOD 16 PERCHES, being Part of Section 15, Plimmerton District.: [746, 818, 852, 882]
ad-heading: BUILDING MATERIAL: [1015, 611, 1074, 634]
ad-note: PLANS now being prepared by MR. T. WARD, Surveyor.: [650, 362, 835, 381]
ad-title: PLIMMERTON EXTENSION FREEHOLD PROPERTY.: [759, 614, 838, 661]
ad-body: E. JOHNSTON AND CO. have received instructions to sell the whole of the furniture and effects, including: SUPERIOR AXMINSTER CARPETS, ROLL TOP DESK, OAK CABINET GRAMOPHONE, SUPERIOR WALNUT AND RIMU BEDROOM SUITES, CHESTERFIELD SUITE, WRITING DESKS, BOOKS, PICTURES, CROCKERY AND GLASSWARE.: [137, 766, 249, 862]
ad-vivian-house: [14, 1156, 125, 1204]
ad-time: AT 1.15 P.M. SHARP.: [138, 529, 249, 540]
columns: [10, 36, 1104, 1266]
ad-date: THURSDAY, 7TH FEBRUARY, 1924,: [393, 41, 489, 64]
ad-title: PLIMMERTON EXTENSION, PLIMMERTON.: [758, 418, 840, 452]
ad-title: TRELISSICK ESTATE, NGAIO. AUCTION SALE OF THE REMAINING SECTIONS.: [390, 552, 493, 610]
ad-title: THE TERRACE (off) — 9 Rooms, suitable boarding house.: [988, 533, 1100, 550]
ad-plimmerton-1: [746, 388, 851, 582]
ad-body: 4 ROOMS, bathroom, pantry, scullery, outhouses, 1 acre, well planted with trees; 10 minutes from Station. Price £1,200. Terms.: [864, 379, 976, 419]
ad-title: IMPORTANT SALE by AUCTION of UNCLAIMED CARGO, EX VARIOUS SHIPS.: [137, 541, 249, 566]
ad-body: 1-TON Kissel Motor Truck, £500; 1 Reo Truck, £600; 1 Ford Truck, £130; THREE Trucks are all in good order. J. H. A. ODLIN TIMBER CO., LTD., 227, Taranaki street, Wellington.: [988, 246, 1100, 295]
ad-heading: CLOTHING AND MERCERY BUSINESS FOR SALE.: [1000, 83, 1088, 129]
ad-body: MESSRS. MELVIN AND CO., MASTERTON, have been instructed to sell by Public Auction at Masterton on Wednesday, 30th January, 1924: ALL THAT PIECE OF LAND containing 61 acres 2 roods, Section 30, Block II., Mangaone Survey District.: [746, 987, 852, 1060]
ad-body: CASH deposit from £5 per Section, reductions 5 per cent. discount for cash. Sections are situated on the proposed Tramway Terminus at Khandallah, being within 10 minutes' walk of Johnsonville Railway Station.: [988, 765, 1100, 830]
ad-date: WEDNESDAY, 30TH JANUARY,: [16, 731, 123, 754]
ad-boulcott-street: [510, 707, 621, 972]
ad-heading: LOWER HUTT. LOWER HUTT.: [881, 355, 959, 378]
